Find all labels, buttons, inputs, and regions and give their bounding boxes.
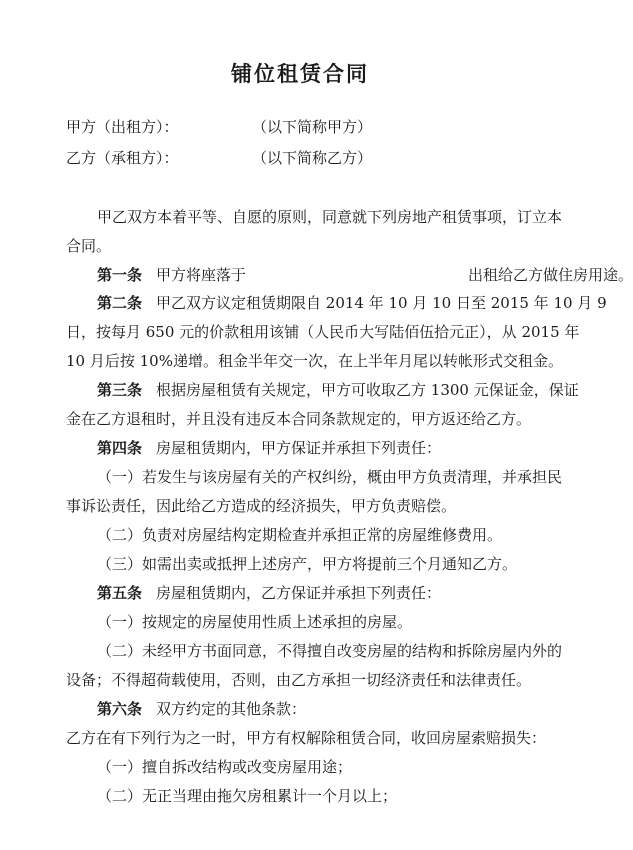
article-2-line: 10 月后按 10%递增。租金半年交一次，在上半年月尾以转帐形式交租金。 <box>66 352 563 370</box>
article-2-line <box>97 292 607 313</box>
article-4-line: （三）如需出卖或抵押上述房产，甲方将提前三个月通知乙方。 <box>97 555 518 573</box>
article-label: 第六条 <box>97 700 143 718</box>
article-6-intro <box>97 698 306 719</box>
article-1-text-before: 甲方将座落于 <box>156 266 247 284</box>
article-label: 第四条 <box>97 439 143 457</box>
article-6-line: （一）擅自拆改结构或改变房屋用途； <box>97 758 353 776</box>
article-5-line: 设备；不得超荷载使用，否则，由乙方承担一切经济责任和法律责任。 <box>66 671 532 689</box>
article-text: 双方约定的其他条款： <box>156 700 307 718</box>
party-b-line <box>66 147 372 168</box>
article-label: 第三条 <box>97 381 143 399</box>
article-label: 第一条 <box>97 266 143 284</box>
party-b-role: 乙方（承租方）： <box>66 149 179 167</box>
article-6-line: （二）无正当理由拖欠房租累计一个月以上； <box>97 787 398 805</box>
article-4-line: （一）若发生与该房屋有关的产权纠纷，概由甲方负责清理，并承担民 <box>97 468 563 486</box>
article-5-line: （一）按规定的房屋使用性质上述承担的房屋。 <box>97 613 413 631</box>
article-3-line: 金在乙方退租时，并且没有违反本合同条款规定的，甲方返还给乙方。 <box>66 410 532 428</box>
article-1-text-after: 出租给乙方做住房用途。 <box>468 266 633 284</box>
party-a-role: 甲方（出租方）： <box>66 118 179 136</box>
article-label: 第五条 <box>97 584 143 602</box>
article-text: 根据房屋租赁有关规定，甲方可收取乙方 1300 元保证金，保证 <box>156 381 579 399</box>
article-5-intro <box>97 582 441 603</box>
article-4-line: 事诉讼责任，因此给乙方造成的经济损失，甲方负责赔偿。 <box>66 497 457 515</box>
page-title: 铺位租赁合同 <box>231 62 369 86</box>
article-5-line: （二）未经甲方书面同意，不得擅自改变房屋的结构和拆除房屋内外的 <box>97 642 563 660</box>
article-3-line <box>97 379 579 400</box>
article-label: 第二条 <box>97 294 143 312</box>
preamble-line: 甲乙双方本着平等、自愿的原则，同意就下列房地产租赁事项，订立本 <box>97 208 563 226</box>
article-4-intro <box>97 437 441 458</box>
party-a-line <box>66 116 372 137</box>
article-1 <box>97 264 633 285</box>
article-text: 房屋租赁期内，乙方保证并承担下列责任： <box>156 584 442 602</box>
article-text: 甲乙双方议定租赁期限自 2014 年 10 月 10 日至 2015 年 10 月 9 <box>156 294 607 312</box>
party-b-alias: （以下简称乙方） <box>252 149 373 167</box>
article-2-line: 日，按每月 650 元的价款租用该铺（人民币大写陆佰伍拾元正），从 2015 年 <box>66 323 580 341</box>
article-text: 房屋租赁期内，甲方保证并承担下列责任： <box>156 439 442 457</box>
article-6-line: 乙方在有下列行为之一时，甲方有权解除租赁合同，收回房屋索赔损失： <box>66 729 547 747</box>
party-a-alias: （以下简称甲方） <box>252 118 373 136</box>
preamble-line: 合同。 <box>66 237 112 255</box>
article-4-line: （二）负责对房屋结构定期检查并承担正常的房屋维修费用。 <box>97 526 503 544</box>
